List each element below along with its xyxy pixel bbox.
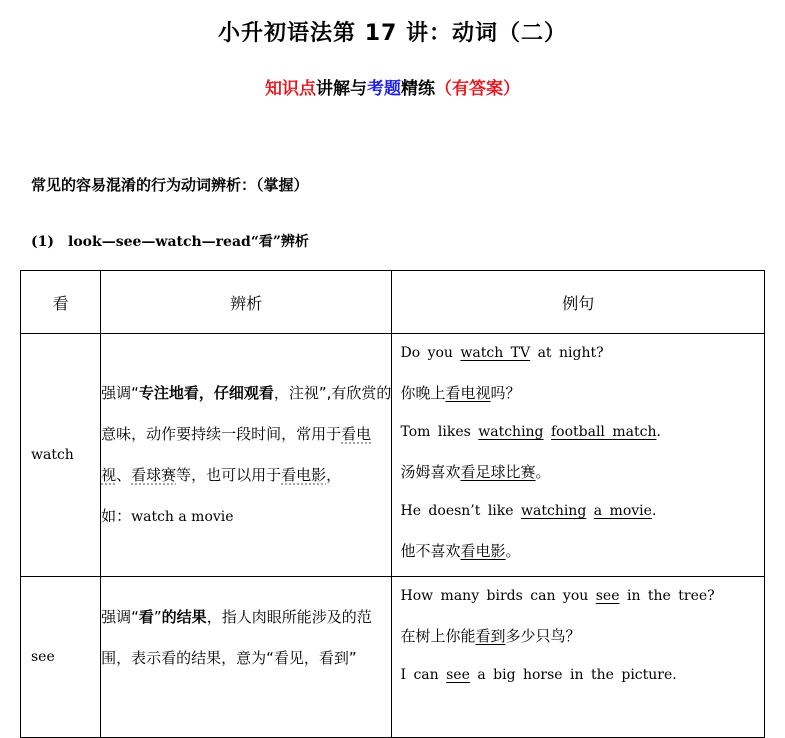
analysis-example: watch a movie	[131, 508, 234, 525]
analysis-underlined: 看电视	[101, 424, 372, 484]
examples-cell-watch	[392, 334, 765, 577]
sub-heading-number: (1)	[31, 234, 54, 250]
word-cell-see: see	[21, 577, 101, 738]
table-row	[21, 577, 765, 738]
table-row	[21, 334, 765, 577]
analysis-emphasis: 的结果	[161, 608, 207, 626]
table-header-row	[21, 271, 765, 334]
word-cell-watch: watch	[21, 334, 101, 577]
page-title: 小升初语法第 17 讲：动词（二）	[218, 21, 567, 46]
example-line: Tom likes watching football match.	[400, 424, 661, 440]
verb-comparison-table	[20, 270, 765, 738]
example-line: 在树上你能看到多少只鸟？	[400, 626, 581, 645]
analysis-emphasis: 专注地看，仔细观看	[138, 383, 274, 402]
header-analysis: 辨析	[101, 271, 392, 334]
example-line: He doesn’t like watching a movie.	[400, 503, 657, 519]
analysis-text: 强调“	[101, 608, 139, 626]
analysis-text: 等，也可以用于	[176, 465, 282, 484]
subtitle-part-practice: 精练	[401, 79, 435, 99]
page-subtitle	[0, 74, 785, 99]
analysis-text: ，指人肉眼所能涉及的范围，表示看的结果，意为“看见，看到”	[101, 608, 372, 667]
subtitle-part-knowledge: 知识点	[265, 79, 316, 99]
subtitle-part-answers: （有答案）	[435, 79, 520, 99]
example-line: How many birds can you see in the tree?	[400, 588, 715, 604]
example-line: 你晚上看电视吗？	[400, 383, 521, 402]
analysis-example-prefix: 如：	[101, 506, 132, 525]
examples-cell-see	[392, 577, 765, 738]
analysis-text: 强调“	[101, 383, 139, 402]
subtitle-part-explain: 讲解与	[316, 79, 367, 99]
analysis-text: ”	[153, 608, 162, 626]
analysis-cell-watch	[101, 334, 392, 577]
header-examples: 例句	[392, 271, 765, 334]
example-line: 汤姆喜欢看足球比赛。	[400, 462, 551, 481]
section-heading: 常见的容易混淆的行为动词辨析：（掌握）	[31, 176, 309, 194]
subtitle-part-exam: 考题	[367, 79, 401, 99]
analysis-cell-see	[101, 577, 392, 738]
analysis-text: ，注视”,有欣赏的意味，动作要持续一段时间，常用于	[101, 383, 392, 443]
example-line: 他不喜欢看电影。	[400, 541, 521, 560]
header-word: 看	[21, 271, 101, 334]
example-line: Do you watch TV at night?	[400, 345, 604, 361]
sub-heading	[31, 231, 309, 251]
analysis-text: ，	[326, 465, 342, 484]
analysis-underlined: 看电影	[281, 465, 327, 484]
analysis-underlined: 看球赛	[131, 465, 177, 484]
analysis-emphasis: 看	[138, 608, 154, 626]
analysis-text: 、	[116, 465, 132, 484]
example-line: I can see a big horse in the picture.	[400, 667, 677, 683]
sub-heading-text: look—see—watch—read“看”辨析	[68, 234, 309, 250]
